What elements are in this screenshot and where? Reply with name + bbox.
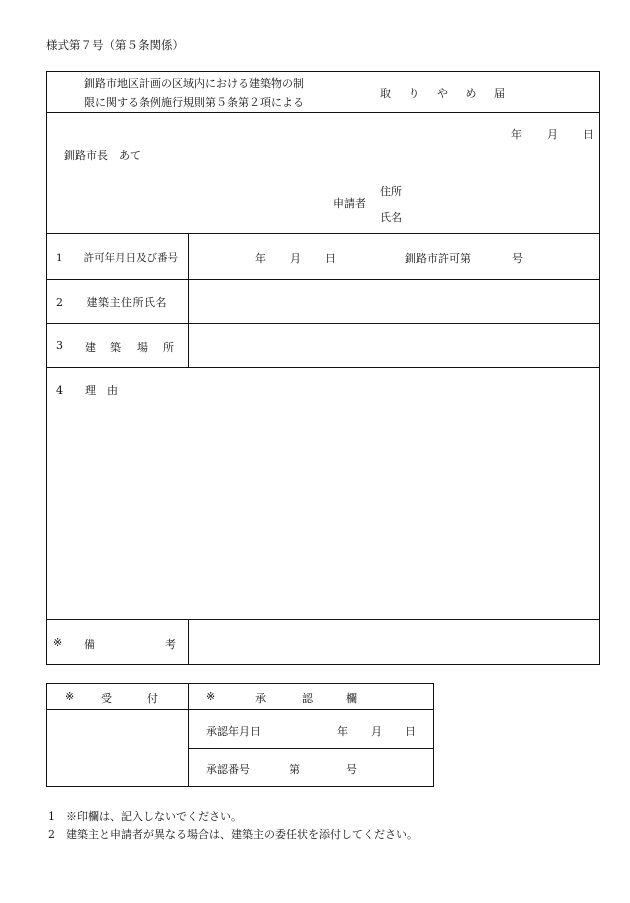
form-number: 様式第７号（第５条関係） [46, 38, 184, 52]
remarks-mark: ※ [53, 636, 63, 649]
divider [188, 619, 189, 665]
applicant-label: 申請者 [333, 197, 366, 210]
date-month-label: 月 [547, 128, 558, 141]
row1-permit-label: 釧路市許可第 [405, 252, 471, 265]
approval-go: 号 [346, 763, 357, 776]
row1-year: 年 [255, 252, 266, 265]
approval-dai: 第 [289, 763, 300, 776]
approval-day: 日 [405, 725, 416, 738]
row1-number-label: 号 [512, 252, 523, 265]
divider [46, 112, 600, 113]
remarks-char: 考 [165, 638, 176, 651]
reception-mark: ※ [65, 690, 75, 703]
divider [46, 367, 600, 368]
note: 2 建築主と申請者が異なる場合は、建築主の委任状を添付してください。 [48, 828, 418, 841]
approval-char: 欄 [346, 692, 357, 705]
divider [188, 233, 189, 367]
form-title-line1: 釧路市地区計画の区域内における建築物の制 [84, 77, 304, 90]
form-title-type: 取 り や め 届 [380, 87, 505, 100]
row1-label: 1 許可年月日及び番号 [56, 252, 179, 264]
approval-month: 月 [371, 725, 382, 738]
approval-number-label: 承認番号 [206, 763, 250, 776]
note: 1 ※印欄は、記入しないでください。 [48, 810, 242, 823]
approval-mark: ※ [206, 690, 216, 703]
approval-date-label: 承認年月日 [206, 725, 261, 738]
divider [188, 683, 189, 787]
divider [46, 323, 600, 324]
name-label: 氏名 [380, 211, 402, 224]
date-year-label: 年 [511, 128, 522, 141]
addressee: 釧路市長 あて [64, 149, 141, 162]
row1-month: 月 [290, 252, 301, 265]
address-label: 住所 [380, 185, 402, 198]
divider [46, 709, 434, 710]
remarks-char: 備 [84, 638, 95, 651]
approval-year: 年 [337, 725, 348, 738]
row3-char: 場 [137, 341, 148, 354]
approval-char: 認 [302, 692, 313, 705]
approval-char: 承 [255, 692, 266, 705]
row2-label: 2 建築主住所氏名 [56, 296, 167, 309]
reception-char: 受 [101, 692, 112, 705]
row4-label: 4 理 由 [56, 384, 118, 397]
reception-char: 付 [147, 692, 158, 705]
divider [46, 619, 600, 620]
divider [188, 748, 434, 749]
row3-number: 3 [56, 339, 63, 352]
row3-char: 建 [85, 341, 96, 354]
divider [46, 279, 600, 280]
divider [46, 233, 600, 234]
row1-day: 日 [325, 252, 336, 265]
row3-char: 所 [163, 341, 174, 354]
row3-char: 築 [110, 341, 121, 354]
date-day-label: 日 [583, 128, 594, 141]
form-title-line2: 限に関する条例施行規則第５条第２項による [84, 96, 304, 109]
